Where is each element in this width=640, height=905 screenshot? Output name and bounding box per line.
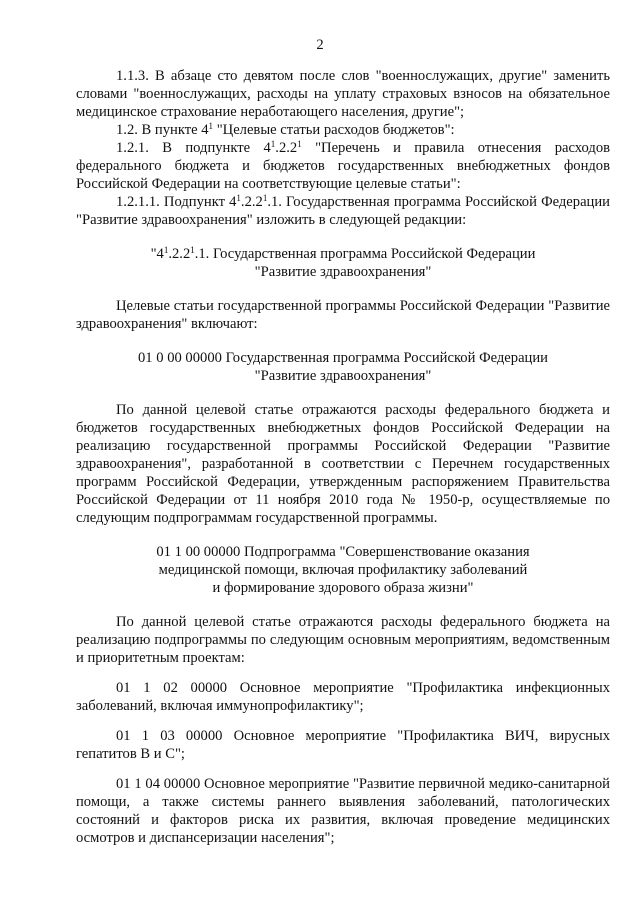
document-body — [76, 67, 610, 847]
heading-01-0-00-00000 — [76, 349, 610, 385]
paragraph-program-description: По данной целевой статье отражаются расходы федерального бюджета и бюджетов государственных внебюджетных фондов Российской Федерации на реализацию государственной программы Российской Федерации "Развитие здравоохранения", разработанной в соответствии с Перечнем государственных программ Российской Федерации, утвержденным распоряжением Правительства Российской Федерации от 11 ноября 2010 года № 1950-р, осуществляемые по следующим подпрограммам государственной программы. — [76, 402, 610, 526]
text: .2.2 — [275, 140, 298, 156]
text: 1.2. В пункте 4 — [116, 122, 209, 138]
text: 1.2.1.1. Подпункт 4 — [116, 194, 237, 210]
superscript: 1 — [208, 121, 214, 131]
text: 1.2.1. В подпункте 4 — [116, 140, 271, 156]
heading-line: "Развитие здравоохранения" — [254, 264, 432, 280]
paragraph-01-1-04-00000: 01 1 04 00000 Основное мероприятие "Развитие первичной медико-санитарной помощи, а также системы раннего выявления заболеваний, патологических состояний и факторов риска их развития, включая проведение медицинских осмотров и диспансеризации населения"; — [76, 776, 610, 846]
paragraph-01-1-03-00000: 01 1 03 00000 Основное мероприятие "Профилактика ВИЧ, вирусных гепатитов B и C"; — [76, 728, 610, 762]
superscript: 1 — [163, 245, 169, 255]
heading-line: 01 1 00 00000 Подпрограмма "Совершенствование оказания — [156, 544, 530, 560]
heading-line: 01 0 00 00000 Государственная программа Российской Федерации — [138, 350, 548, 366]
text: "4 — [150, 246, 164, 262]
paragraph-subprogram-description: По данной целевой статье отражаются расходы федерального бюджета на реализацию подпрограммы по следующим основным мероприятиям, ведомственным и приоритетным проектам: — [76, 614, 610, 666]
heading-line: и формирование здорового образа жизни" — [212, 580, 474, 596]
paragraph-1-2 — [76, 121, 610, 139]
superscript: 1 — [190, 245, 195, 255]
heading-line — [76, 245, 610, 263]
text: .2.2 — [168, 246, 191, 262]
text: .1. Государственная программа Российской Федерации — [194, 246, 536, 262]
paragraph-1-2-1 — [76, 139, 610, 193]
heading-line: "Развитие здравоохранения" — [254, 368, 432, 384]
paragraph-target-articles: Целевые статьи государственной программы Российской Федерации "Развитие здравоохранения" включают: — [76, 298, 610, 332]
paragraph-01-1-02-00000: 01 1 02 00000 Основное мероприятие "Профилактика инфекционных заболеваний, включая иммунопрофилактику"; — [76, 680, 610, 714]
superscript: 1 — [270, 139, 276, 149]
heading-program — [76, 245, 610, 281]
text: .1. Государственная программа Российской Федерации "Развитие здравоохранения" изложить в следующей редакции: — [76, 194, 610, 228]
superscript: 1 — [236, 193, 241, 203]
text: .2.2 — [240, 194, 263, 210]
text: "Целевые статьи расходов бюджетов": — [213, 122, 455, 138]
page-number: 2 — [316, 37, 324, 53]
paragraph-1-2-1-1 — [76, 193, 610, 229]
superscript: 1 — [262, 193, 268, 203]
paragraph-1-1-3: 1.1.3. В абзаце сто девятом после слов "военнослужащих, другие" заменить словами "военнослужащих, расходы на уплату страховых взносов на обязательное медицинское страхование неработающего населения, другие"; — [76, 68, 610, 120]
superscript: 1 — [297, 139, 302, 149]
text: "Перечень и правила отнесения расходов федерального бюджета и бюджетов государственных внебюджетных фондов Российской Федерации на соответствующие целевые статьи": — [76, 140, 611, 192]
heading-line: медицинской помощи, включая профилактику заболеваний — [158, 562, 528, 578]
heading-01-1-00-00000 — [76, 543, 610, 597]
